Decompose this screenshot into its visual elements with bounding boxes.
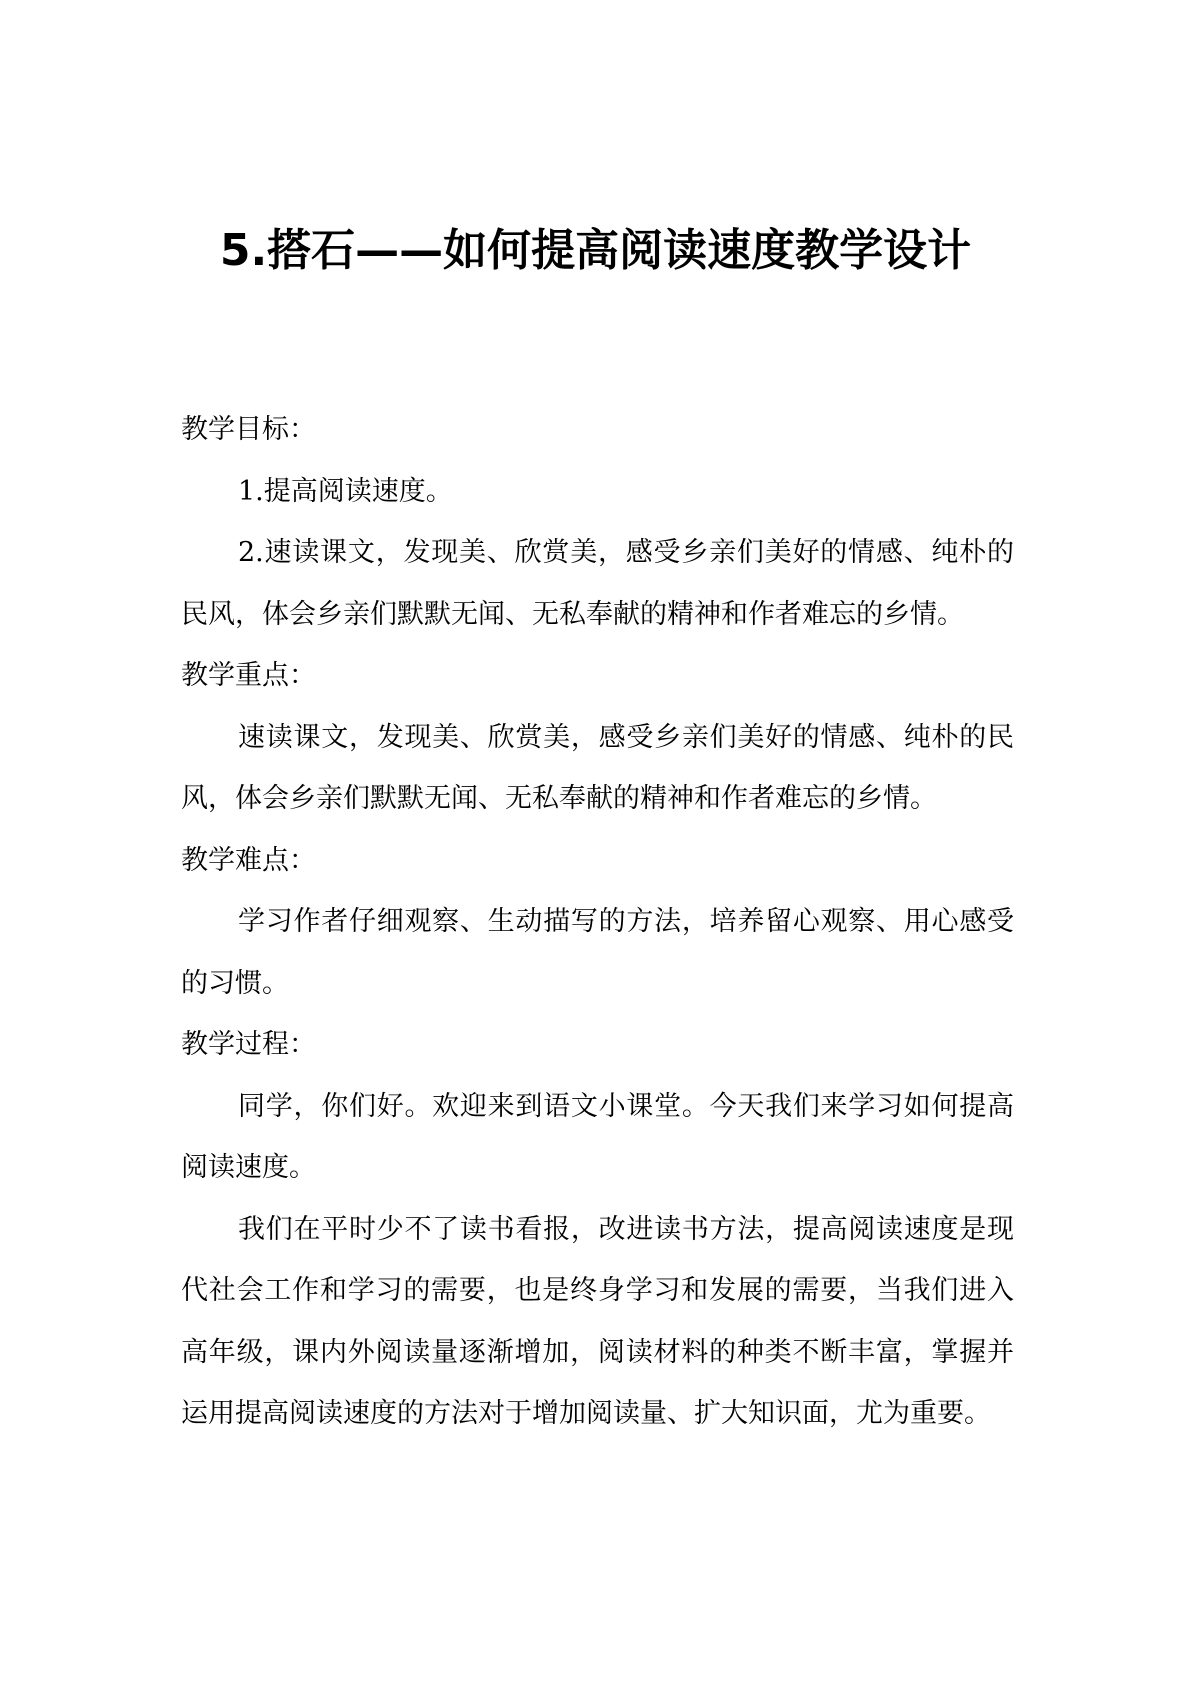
key-points-paragraph: 速读课文，发现美、欣赏美，感受乡亲们美好的情感、纯朴的民风，体会乡亲们默默无闻、无私奉献的精神和作者难忘的乡情。: [181, 721, 1014, 814]
section-heading-difficulties: 教学难点：: [181, 844, 316, 876]
difficulties-paragraph: 学习作者仔细观察、生动描写的方法，培养留心观察、用心感受的习惯。: [181, 906, 1014, 999]
document-title: 5.搭石——如何提高阅读速度教学设计: [219, 225, 972, 277]
section-heading-key-points: 教学重点：: [181, 660, 316, 691]
process-paragraph-2: 我们在平时少不了读书看报，改进读书方法，提高阅读速度是现代社会工作和学习的需要，也是终身学习和发展的需要，当我们进入高年级，课内外阅读量逐渐增加，阅读材料的种类不断丰富，掌握并运用提高阅读速度的方法对于增加阅读量、扩大知识面，尤为重要。: [181, 1213, 1014, 1429]
section-heading-process: 教学过程：: [181, 1029, 316, 1060]
process-paragraph-1: 同学，你们好。欢迎来到语文小课堂。今天我们来学习如何提高阅读速度。: [181, 1090, 1014, 1183]
document-body: [181, 399, 1014, 1445]
objective-item-1: 1.提高阅读速度。: [238, 475, 453, 507]
objective-item-2: 2.速读课文，发现美、欣赏美，感受乡亲们美好的情感、纯朴的民风，体会乡亲们默默无闻、无私奉献的精神和作者难忘的乡情。: [181, 537, 1014, 630]
section-heading-objectives: 教学目标：: [181, 414, 316, 445]
